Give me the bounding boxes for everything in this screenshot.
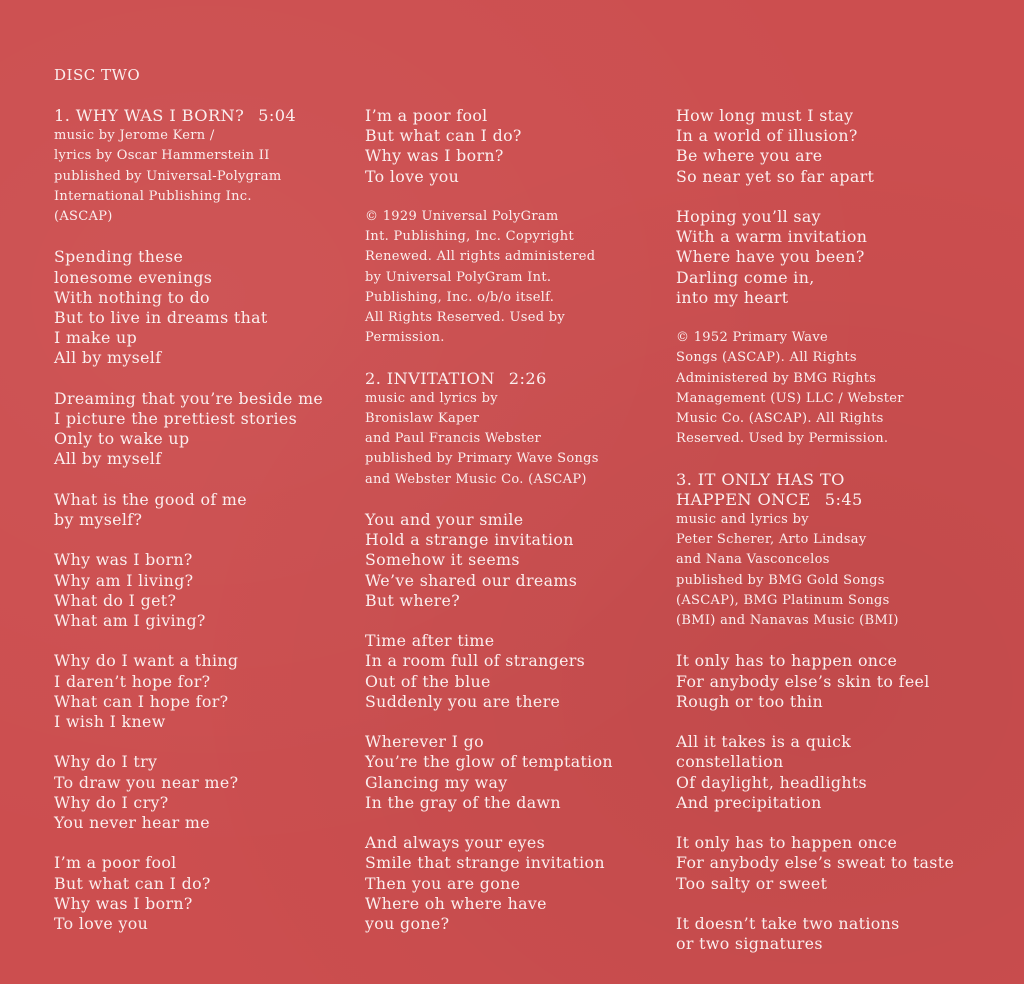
lyric-stanza <box>676 833 1016 894</box>
lyric-line: But where? <box>365 590 461 610</box>
copyright-line: Music Co. (ASCAP). All Rights <box>676 411 884 427</box>
lyric-line: To love you <box>54 914 149 934</box>
lyric-line: Only to wake up <box>54 429 190 449</box>
track-2-duration: 2:26 <box>508 368 547 388</box>
lyric-line: or two signatures <box>676 934 823 954</box>
lyric-line: But what can I do? <box>54 873 211 893</box>
lyric-line: It doesn’t take two nations <box>676 914 900 934</box>
credit-line: music by Jerome Kern / <box>54 128 215 144</box>
credit-line: lyrics by Oscar Hammerstein II <box>54 148 270 164</box>
track-2-credits <box>365 389 665 490</box>
column-1 <box>54 106 354 934</box>
credit-line: published by Primary Wave Songs <box>365 451 599 467</box>
lyric-stanza <box>676 207 1016 308</box>
lyric-line: So near yet so far apart <box>676 166 875 186</box>
lyric-stanza <box>365 732 665 813</box>
credit-line: (BMI) and Nanavas Music (BMI) <box>676 613 899 629</box>
lyric-line: Glancing my way <box>365 772 508 792</box>
credit-line: music and lyrics by <box>365 390 498 406</box>
lyric-line: Where oh where have <box>365 893 547 913</box>
copyright-line: © 1929 Universal PolyGram <box>365 209 559 224</box>
copyright-line: Management (US) LLC / Webster <box>676 390 904 406</box>
lyric-line: Why do I want a thing <box>54 651 239 671</box>
lyric-line: Too salty or sweet <box>676 873 828 893</box>
track-3-name-cont: HAPPEN ONCE <box>676 489 811 509</box>
lyric-line: And always your eyes <box>365 833 546 853</box>
copyright-line: Administered by BMG Rights <box>676 370 877 386</box>
track-3-duration: 5:45 <box>824 489 863 509</box>
lyric-line: Out of the blue <box>365 671 491 691</box>
lyric-stanza <box>365 631 665 712</box>
lyric-line: Darling come in, <box>676 267 815 287</box>
lyric-line: In the gray of the dawn <box>365 792 561 812</box>
lyric-line: All it takes is a quick <box>676 732 852 752</box>
lyric-line: What am I giving? <box>54 611 206 631</box>
credit-line: published by BMG Gold Songs <box>676 572 885 588</box>
credit-line: International Publishing Inc. <box>54 188 252 204</box>
lyric-line: I wish I knew <box>54 712 166 732</box>
disc-title: DISC TWO <box>54 66 141 84</box>
lyric-line: To draw you near me? <box>54 772 239 792</box>
lyric-line: Why was I born? <box>365 146 504 166</box>
credit-line: (ASCAP), BMG Platinum Songs <box>676 592 890 608</box>
lyric-line: Of daylight, headlights <box>676 772 868 792</box>
lyric-line: With a warm invitation <box>676 227 868 247</box>
copyright-line: All Rights Reserved. Used by <box>365 310 566 326</box>
lyric-line: What do I get? <box>54 590 177 610</box>
lyric-stanza <box>365 106 665 187</box>
credit-line: (ASCAP) <box>54 209 113 225</box>
track-3-title-line-2 <box>676 490 1016 510</box>
lyric-line: Hoping you’ll say <box>676 207 821 226</box>
lyric-line: Then you are gone <box>365 873 521 893</box>
lyric-stanza <box>676 651 1016 712</box>
column-2 <box>365 106 665 934</box>
lyric-line: You never hear me <box>54 813 210 833</box>
column-3 <box>676 106 1016 954</box>
track-3-title-line-1: 3. IT ONLY HAS TO <box>676 469 845 489</box>
lyric-stanza <box>365 510 665 611</box>
lyric-line: You’re the glow of temptation <box>365 752 613 772</box>
track-2-title <box>365 369 665 389</box>
lyric-stanza <box>54 752 354 833</box>
lyric-line: constellation <box>676 752 784 772</box>
lyric-line: I picture the prettiest stories <box>54 409 298 429</box>
lyric-line: I’m a poor fool <box>54 853 177 873</box>
lyric-line: by myself? <box>54 510 143 530</box>
lyric-line: I daren’t hope for? <box>54 671 211 691</box>
lyric-line: Why was I born? <box>54 550 193 570</box>
lyric-stanza <box>676 914 1016 954</box>
lyric-line: For anybody else’s sweat to taste <box>676 853 955 873</box>
credit-line: and Paul Francis Webster <box>365 431 542 447</box>
credit-line: music and lyrics by <box>676 512 809 528</box>
lyric-line: In a room full of strangers <box>365 651 586 671</box>
track-1-copyright <box>365 207 665 348</box>
lyric-line: To love you <box>365 166 460 186</box>
lyric-line: Somehow it seems <box>365 550 520 570</box>
lyric-line: We’ve shared our dreams <box>365 570 578 590</box>
lyric-line: you gone? <box>365 914 450 934</box>
copyright-line: © 1952 Primary Wave <box>676 330 828 346</box>
lyric-line: Suddenly you are there <box>365 691 561 711</box>
lyric-line: Why was I born? <box>54 893 193 913</box>
lyric-line: You and your smile <box>365 510 524 530</box>
copyright-line: Permission. <box>365 330 445 346</box>
lyric-line: What can I hope for? <box>54 691 229 711</box>
lyric-line: It only has to happen once <box>676 833 898 853</box>
lyric-stanza <box>54 389 354 470</box>
copyright-line: Publishing, Inc. o/b/o itself. <box>365 289 555 305</box>
lyric-line: Why am I living? <box>54 570 194 590</box>
track-3-credits <box>676 510 1016 631</box>
lyric-line: lonesome evenings <box>54 267 213 287</box>
lyric-stanza <box>54 550 354 631</box>
lyric-line: Smile that strange invitation <box>365 853 605 873</box>
track-2-name: 2. INVITATION <box>365 368 495 388</box>
lyric-stanza <box>54 651 354 732</box>
track-1-duration: 5:04 <box>258 106 297 125</box>
lyric-line: Wherever I go <box>365 732 484 752</box>
copyright-line: by Universal PolyGram Int. <box>365 269 552 285</box>
lyric-line: All by myself <box>54 449 162 469</box>
credit-line: Bronislaw Kaper <box>365 411 480 427</box>
credit-line: and Nana Vasconcelos <box>676 552 830 568</box>
lyric-line: Spending these <box>54 247 184 267</box>
lyric-line: Why do I try <box>54 752 158 772</box>
lyric-line: In a world of illusion? <box>676 126 858 146</box>
lyric-stanza <box>54 490 354 530</box>
lyric-stanza <box>676 106 1016 187</box>
credit-line: and Webster Music Co. (ASCAP) <box>365 471 587 487</box>
lyric-line: With nothing to do <box>54 287 210 307</box>
lyric-line: Dreaming that you’re beside me <box>54 388 324 408</box>
track-1-name: 1. WHY WAS I BORN? <box>54 106 245 125</box>
lyric-line: It only has to happen once <box>676 651 898 671</box>
track-1-credits <box>54 126 354 227</box>
lyric-line: But to live in dreams that <box>54 308 268 328</box>
copyright-line: Int. Publishing, Inc. Copyright <box>365 229 574 245</box>
lyric-line: Why do I cry? <box>54 792 169 812</box>
lyric-line: I’m a poor fool <box>365 106 488 125</box>
lyric-line: I make up <box>54 328 138 348</box>
lyric-line: How long must I stay <box>676 106 854 125</box>
lyric-stanza <box>54 247 354 368</box>
lyric-line: Time after time <box>365 631 495 651</box>
lyric-line: into my heart <box>676 287 789 307</box>
lyric-line: For anybody else’s skin to feel <box>676 671 930 691</box>
credit-line: Peter Scherer, Arto Lindsay <box>676 532 867 548</box>
credit-line: published by Universal-Polygram <box>54 168 282 184</box>
lyric-stanza <box>365 833 665 934</box>
lyric-line: And precipitation <box>676 792 822 812</box>
track-2-copyright <box>676 328 1016 449</box>
lyric-line: What is the good of me <box>54 489 247 509</box>
lyric-line: Where have you been? <box>676 247 865 267</box>
lyric-line: But what can I do? <box>365 126 522 146</box>
lyric-line: All by myself <box>54 348 162 368</box>
track-1-title <box>54 106 354 126</box>
copyright-line: Renewed. All rights administered <box>365 249 596 265</box>
lyric-stanza <box>676 732 1016 813</box>
lyric-line: Hold a strange invitation <box>365 530 574 550</box>
copyright-line: Reserved. Used by Permission. <box>676 431 889 447</box>
lyric-line: Be where you are <box>676 146 823 166</box>
lyric-line: Rough or too thin <box>676 691 824 711</box>
copyright-line: Songs (ASCAP). All Rights <box>676 350 857 366</box>
lyric-stanza <box>54 853 354 934</box>
